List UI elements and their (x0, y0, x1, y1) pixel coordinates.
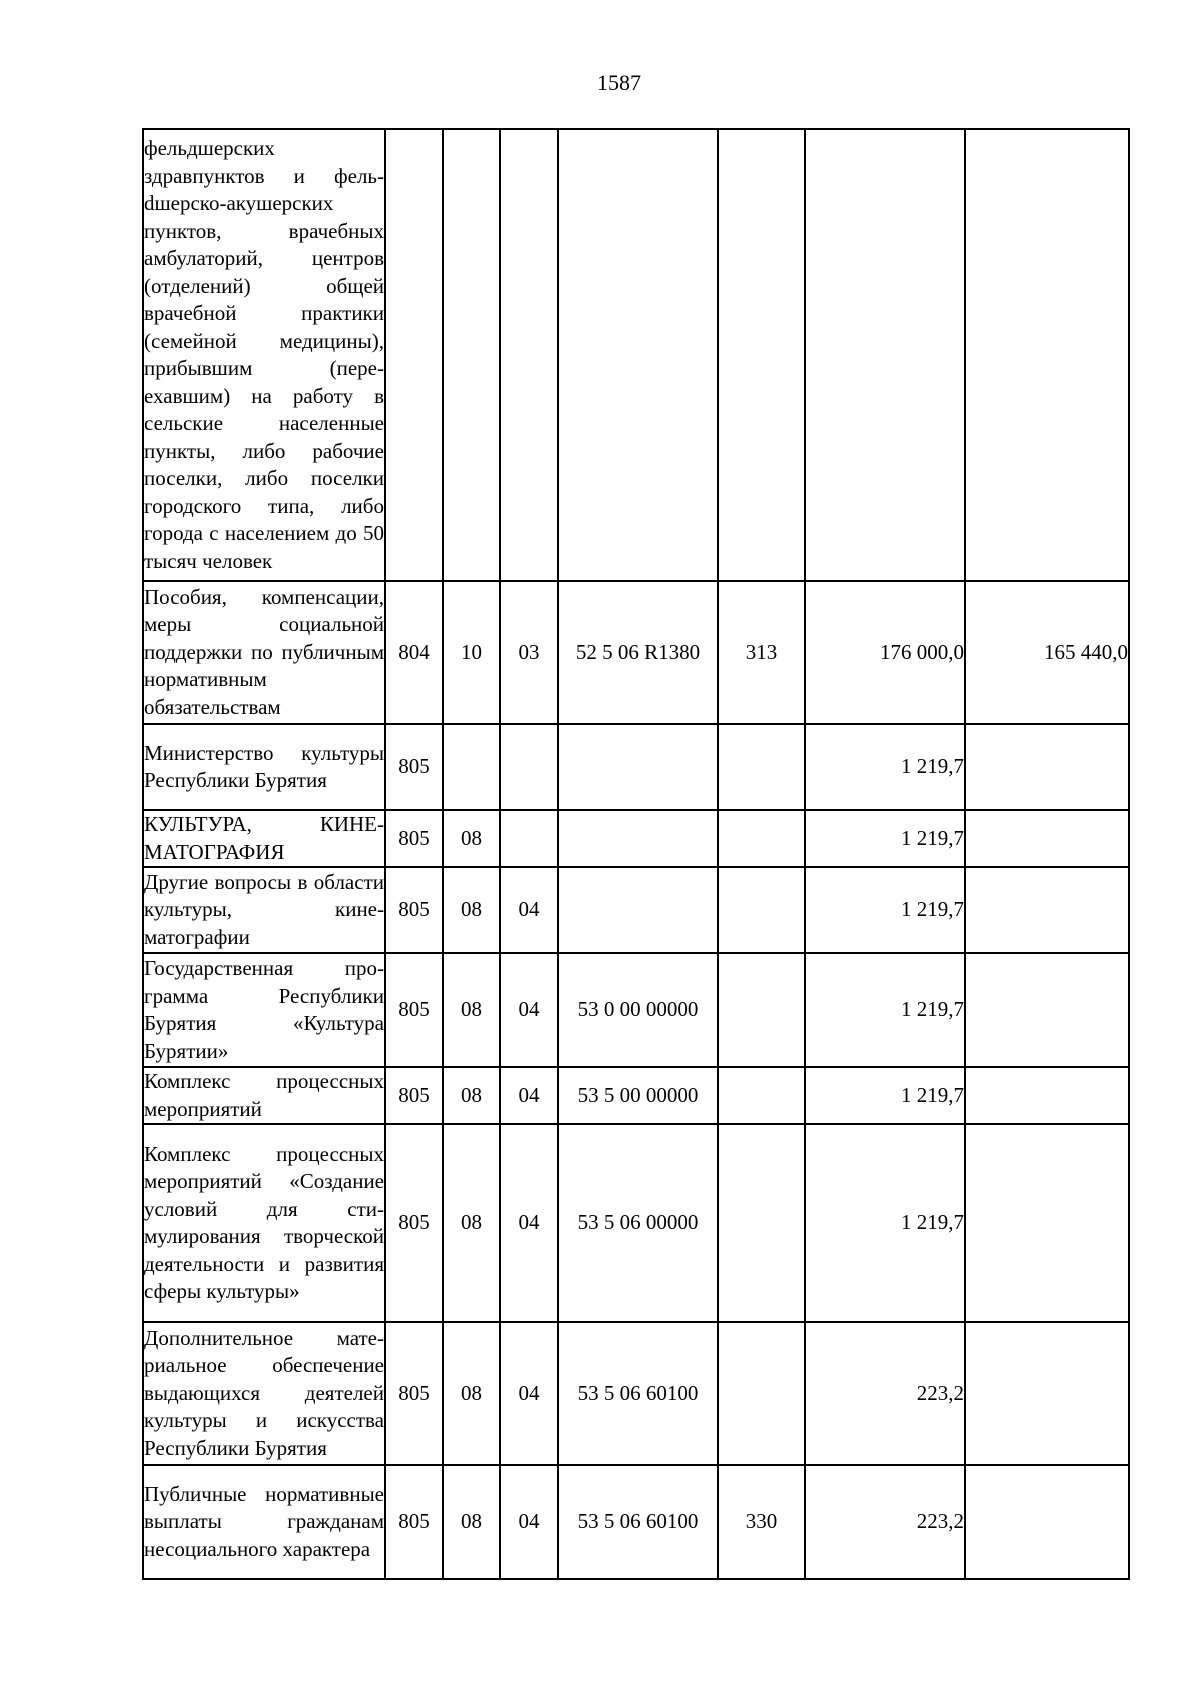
row-amount: 1 219,7 (805, 1124, 965, 1322)
row-csr (558, 724, 718, 810)
row-pr: 04 (500, 953, 558, 1067)
row-vr (718, 1322, 805, 1465)
row-rz: 08 (443, 867, 500, 953)
row-target-amount (965, 810, 1129, 867)
row-name: Дополнительное материальное обеспечение выдающихся деятелей культуры и искусства Республики Бурятия (143, 1322, 385, 1465)
row-gr: 805 (385, 1124, 443, 1322)
row-gr: 804 (385, 581, 443, 724)
row-vr (718, 1067, 805, 1124)
row-csr: 53 5 06 60100 (558, 1322, 718, 1465)
row-target-amount (965, 724, 1129, 810)
row-amount (805, 129, 965, 581)
row-amount: 1 219,7 (805, 810, 965, 867)
row-pr: 04 (500, 1322, 558, 1465)
row-amount: 1 219,7 (805, 1067, 965, 1124)
row-name: Публичные нормативные выплаты гражданам несоциального характера (143, 1465, 385, 1579)
row-pr: 04 (500, 1124, 558, 1322)
row-gr: 805 (385, 1465, 443, 1579)
row-rz: 08 (443, 1322, 500, 1465)
row-vr (718, 867, 805, 953)
row-amount: 1 219,7 (805, 953, 965, 1067)
row-rz: 10 (443, 581, 500, 724)
table-row (143, 810, 1129, 867)
row-pr: 04 (500, 867, 558, 953)
row-rz: 08 (443, 953, 500, 1067)
table-row (143, 1124, 1129, 1322)
row-target-amount (965, 1465, 1129, 1579)
table-row (143, 129, 1129, 581)
row-csr: 52 5 06 R1380 (558, 581, 718, 724)
row-csr: 53 5 06 00000 (558, 1124, 718, 1322)
row-amount: 176 000,0 (805, 581, 965, 724)
row-name: Пособия, компенсации, меры социальной поддержки по публичным нормативным обязательствам (143, 581, 385, 724)
row-vr (718, 810, 805, 867)
row-name: фельдшерских здравпунктов и фельdшерско-акушерских пунктов, врачебных амбулаторий, центров (отделений) общей врачебной практики (семейной медицины), прибывшим (переехавшим) на работу в сельские населенные пункты, либо рабочие поселки, либо поселки городского типа, либо города с населением до 50 тысяч человек (143, 129, 385, 581)
row-gr: 805 (385, 1067, 443, 1124)
row-gr: 805 (385, 867, 443, 953)
page-number: 1587 (597, 70, 641, 95)
row-csr (558, 129, 718, 581)
row-pr (500, 724, 558, 810)
row-vr (718, 1124, 805, 1322)
row-gr: 805 (385, 724, 443, 810)
row-name: КУЛЬТУРА, КИНЕМАТОГРАФИЯ (143, 810, 385, 867)
table-row (143, 724, 1129, 810)
row-target-amount (965, 1322, 1129, 1465)
row-target-amount: 165 440,0 (965, 581, 1129, 724)
row-rz (443, 724, 500, 810)
budget-table (142, 128, 1130, 1580)
row-gr: 805 (385, 953, 443, 1067)
row-rz: 08 (443, 810, 500, 867)
table-row (143, 581, 1129, 724)
row-pr: 04 (500, 1067, 558, 1124)
row-csr (558, 867, 718, 953)
row-csr: 53 5 00 00000 (558, 1067, 718, 1124)
row-target-amount (965, 953, 1129, 1067)
row-amount: 1 219,7 (805, 724, 965, 810)
row-name: Министерство культуры Республики Бурятия (143, 724, 385, 810)
row-gr: 805 (385, 810, 443, 867)
row-name: Государственная программа Республики Бурятия «Культура Бурятии» (143, 953, 385, 1067)
table-row (143, 953, 1129, 1067)
row-csr: 53 5 06 60100 (558, 1465, 718, 1579)
row-pr (500, 810, 558, 867)
row-gr: 805 (385, 1322, 443, 1465)
row-vr: 330 (718, 1465, 805, 1579)
row-pr (500, 129, 558, 581)
row-target-amount (965, 129, 1129, 581)
row-rz: 08 (443, 1067, 500, 1124)
row-name: Комплекс процессных мероприятий (143, 1067, 385, 1124)
row-vr (718, 129, 805, 581)
row-gr (385, 129, 443, 581)
table-row (143, 1465, 1129, 1579)
row-amount: 1 219,7 (805, 867, 965, 953)
row-pr: 04 (500, 1465, 558, 1579)
row-pr: 03 (500, 581, 558, 724)
row-csr: 53 0 00 00000 (558, 953, 718, 1067)
row-vr: 313 (718, 581, 805, 724)
row-amount: 223,2 (805, 1465, 965, 1579)
row-target-amount (965, 1124, 1129, 1322)
row-amount: 223,2 (805, 1322, 965, 1465)
row-csr (558, 810, 718, 867)
row-target-amount (965, 867, 1129, 953)
table-row (143, 1067, 1129, 1124)
row-vr (718, 724, 805, 810)
row-target-amount (965, 1067, 1129, 1124)
row-rz: 08 (443, 1465, 500, 1579)
row-rz (443, 129, 500, 581)
row-rz: 08 (443, 1124, 500, 1322)
row-name: Комплекс процессных мероприятий «Создание условий для стимулирования творческой деятельности и развития сферы культуры» (143, 1124, 385, 1322)
row-vr (718, 953, 805, 1067)
table-row (143, 1322, 1129, 1465)
row-name: Другие вопросы в области культуры, кинематографии (143, 867, 385, 953)
table-row (143, 867, 1129, 953)
